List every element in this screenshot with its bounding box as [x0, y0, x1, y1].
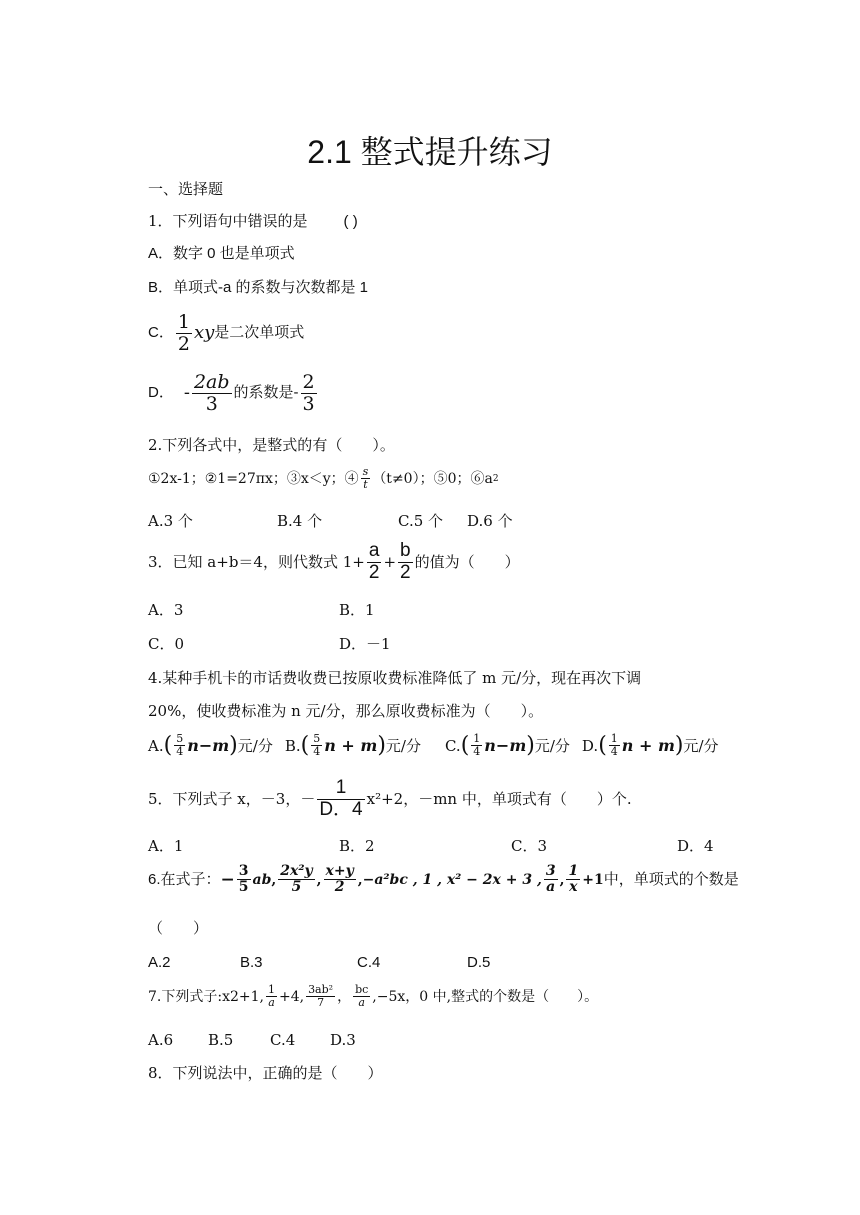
option-label: D. — [581, 736, 599, 755]
question-3-option-c: C．0 — [148, 635, 185, 653]
fraction: $\frac{b}{2}$ — [400, 540, 411, 583]
question-1-option-a: A．数字 0 也是单项式 — [148, 245, 295, 262]
unit: 元/分 — [534, 736, 570, 755]
question-2-stem: 2.下列各式中，是整式的有（ ）。 — [148, 436, 395, 454]
variable: xy — [193, 322, 215, 344]
expression: n + m — [621, 735, 675, 755]
question-3-option-a: A．3 — [148, 601, 184, 619]
fraction: $\frac{1}{2}$ — [177, 311, 190, 355]
fraction: $\frac{1}{a}$ — [267, 983, 275, 1010]
option-label: B. — [284, 736, 301, 755]
fraction: $\frac{x+y}{2}$ — [325, 863, 354, 896]
plus-sign: + — [383, 553, 397, 572]
question-3-option-b: B．1 — [339, 601, 375, 619]
fraction: $\frac{3}{5}$ — [238, 863, 249, 896]
stem-text: 7.下列式子:x2+1, — [148, 988, 264, 1005]
option-label: D． — [148, 384, 174, 402]
question-8-stem: 8．下列说法中，正确的是（ ） — [148, 1064, 383, 1082]
fraction: $\frac{1}{4}$ — [610, 732, 618, 759]
question-6-paren: （ ） — [148, 919, 209, 937]
question-6-option-b: B.3 — [240, 954, 263, 971]
expression: −a²bc , 1 , x² − 2x + 3 , — [362, 871, 542, 888]
fraction: $\frac{\text{3ab²}}{7}$ — [308, 983, 334, 1010]
fraction: $\frac{\text{2x²y}}{5}$ — [280, 863, 313, 896]
question-2-option-c: C.5 个 — [398, 512, 444, 530]
items-text: （t≠0）；⑤0；⑥a — [372, 470, 493, 487]
fraction: $\frac{s}{t}$ — [362, 465, 369, 492]
option-label: C. — [444, 736, 461, 755]
stem-text: ， — [337, 988, 352, 1005]
question-6-option-a: A.2 — [148, 954, 171, 971]
answer-paren: ( ) — [343, 213, 358, 230]
option-label: C． — [148, 324, 174, 342]
question-6-stem: 6.在式子： − $\frac{3}{5}$ ab , $\frac{\text{2x²y}}{5}$ , $\frac{x+y}{2}$ , −a²bc , 1 , x² − 2x + 3 , $\frac{3}{a}$ , $\frac{1}{x}$ +1 中，单项式的个数是 — [148, 863, 739, 896]
option-label: A. — [148, 736, 164, 755]
minus-sign: − — [220, 869, 235, 890]
question-2-option-b: B.4 个 — [277, 512, 323, 530]
fraction: $\frac{a}{2}$ — [368, 540, 380, 583]
expression: n−m — [484, 735, 527, 755]
question-5-option-d: D．4 — [677, 837, 714, 855]
unit: 元/分 — [683, 736, 719, 755]
option-text: 的系数是- — [233, 384, 299, 402]
question-1-option-b: B．单项式-a 的系数与次数都是 1 — [148, 279, 369, 296]
expression: n−m — [187, 735, 230, 755]
expression: +1 — [582, 871, 604, 888]
fraction: $\frac{5}{4}$ — [313, 732, 321, 759]
question-5-option-a: A．1 — [148, 837, 184, 855]
fraction: $\frac{2}{3}$ — [302, 371, 315, 415]
stem-text: 中，单项式的个数是 — [603, 870, 739, 888]
question-2-option-a: A.3 个 — [148, 512, 193, 530]
question-1-option-d — [148, 372, 319, 422]
question-5-option-b: B．2 — [339, 837, 375, 855]
stem-text: ,−5x，0 中,整式的个数是（ ）。 — [372, 988, 599, 1005]
items-text: ①2x-1；②1=27πx；③x＜y；④ — [148, 470, 359, 487]
stem-text: +4, — [278, 988, 305, 1005]
page-title: 2.1 整式提升练习 — [307, 134, 553, 170]
question-7-option-d: D.3 — [330, 1031, 356, 1049]
question-3-option-d: D．－1 — [339, 635, 391, 653]
fraction: $\frac{1}{D.4}$ — [319, 777, 363, 820]
question-1-stem — [148, 211, 358, 232]
fraction: $\frac{1}{4}$ — [473, 732, 481, 759]
question-4-options: A. ( $\frac{5}{4}$ n−m ) 元/分 B. ( $\frac{5}{4}$ n + m ) 元/分 C. ( $\frac{1}{4}$ n−m ) 元/分 D. ( $\frac{1}{4}$ n + m ) 元/分 — [148, 732, 719, 759]
question-7-option-c: C.4 — [270, 1031, 296, 1049]
fraction: $\frac{5}{4}$ — [176, 732, 184, 759]
stem-text: 3．已知 a+b＝4，则代数式 1+ — [148, 553, 365, 572]
question-7-option-b: B.5 — [208, 1031, 234, 1049]
variable: ab — [252, 871, 272, 888]
question-2-option-d: D.6 个 — [467, 512, 513, 530]
stem-text: x²+2，－mn 中，单项式有（ ）个. — [366, 790, 632, 809]
stem-text: 6.在式子： — [148, 870, 221, 888]
unit: 元/分 — [237, 736, 273, 755]
question-6-option-c: C.4 — [357, 954, 381, 971]
question-4-line-1: 4.某种手机卡的市话费收费已按原收费标准降低了 m 元/分，现在再次下调 — [148, 669, 642, 687]
question-1-text: 1．下列语句中错误的是 — [148, 212, 308, 230]
question-4-line-2: 20%，使收费标准为 n 元/分，那么原收费标准为（ ）。 — [148, 702, 544, 720]
stem-text: 5．下列式子 x，－3，－ — [148, 790, 316, 809]
expression: n + m — [324, 735, 378, 755]
question-5-option-c: C．3 — [511, 837, 548, 855]
option-text: 是二次单项式 — [214, 324, 305, 342]
question-6-option-d: D.5 — [467, 954, 491, 971]
fraction: $\frac{1}{x}$ — [568, 863, 579, 896]
question-2-items — [148, 466, 499, 500]
fraction: $\frac{bc}{a}$ — [355, 983, 369, 1010]
fraction: $\frac{2ab}{3}$ — [193, 371, 230, 415]
question-3-stem — [148, 541, 520, 587]
fraction: $\frac{3}{a}$ — [545, 863, 556, 896]
section-heading: 一、选择题 — [148, 180, 224, 198]
question-5-stem — [148, 778, 632, 824]
unit: 元/分 — [385, 736, 421, 755]
superscript: 2 — [492, 473, 499, 484]
stem-text: 的值为（ ） — [414, 553, 520, 572]
question-7-option-a: A.6 — [148, 1031, 174, 1049]
minus-sign: - — [183, 382, 190, 404]
question-1-option-c — [148, 312, 304, 358]
question-7-stem — [148, 984, 598, 1018]
